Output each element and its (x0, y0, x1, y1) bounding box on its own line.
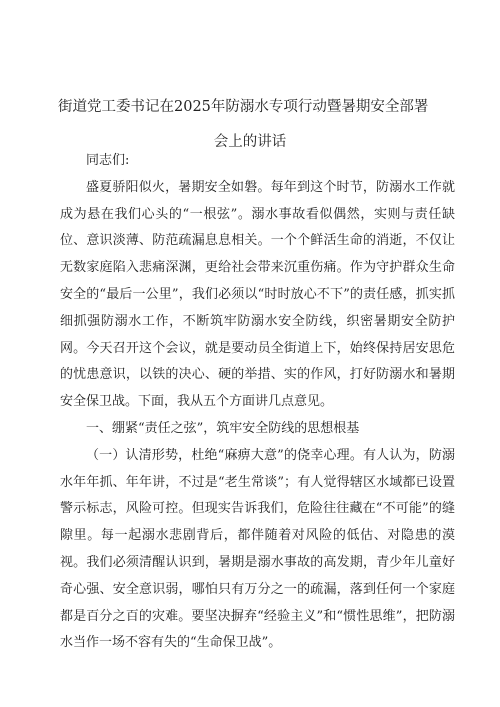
document-title-line-1: 街道党工委书记在2025年防溺水专项行动暨暑期安全部署 (58, 99, 429, 115)
document-body (60, 148, 455, 657)
document-title-line-2: 会上的讲话 (213, 134, 287, 150)
section-heading-1: 一、绷紧“责任之弦”，筑牢安全防线的思想根基 (86, 420, 360, 436)
paragraph-intro: 盛夏骄阳似火，暑期安全如磐。每年到这个时节，防溺水工作就成为悬在我们心头的“一根弦”。溺水事故看似偶然，实则与责任缺位、意识淡薄、防范疏漏息息相关。一个个鲜活生命的消逝，不仅让无数家庭陷入悲痛深渊，更给社会带来沉重伤痛。作为守护群众生命安全的“最后一公里”，我们必须以“时时放心不下”的责任感，抓实抓细抓强防溺水工作，不断筑牢防溺水安全防线，织密暑期安全防护网。今天召开这个会议，就是要动员全街道上下，始终保持居安思危的忧患意识，以铁的决心、硬的举措、实的作风，打好防溺水和暑期安全保卫战。下面，我从五个方面讲几点意见。 (60, 179, 455, 410)
paragraph-1-1: （一）认清形势，杜绝“麻痹大意”的侥幸心理。有人认为，防溺水年年抓、年年讲，不过是“老生常谈”；有人觉得辖区水域都已设置警示标志，风险可控。但现实告诉我们，危险往往藏在“不可能”的缝隙里。每一起溺水悲剧背后，都伴随着对风险的低估、对隐患的漠视。我们必须清醒认识到，暑期是溺水事故的高发期，青少年儿童好奇心强、安全意识弱，哪怕只有万分之一的疏漏，落到任何一个家庭都是百分之百的灾难。要坚决摒弃“经验主义”和“惯性思维”，把防溺水当作一场不容有失的“生命保卫战”。 (60, 447, 455, 651)
greeting: 同志们: (86, 153, 130, 168)
